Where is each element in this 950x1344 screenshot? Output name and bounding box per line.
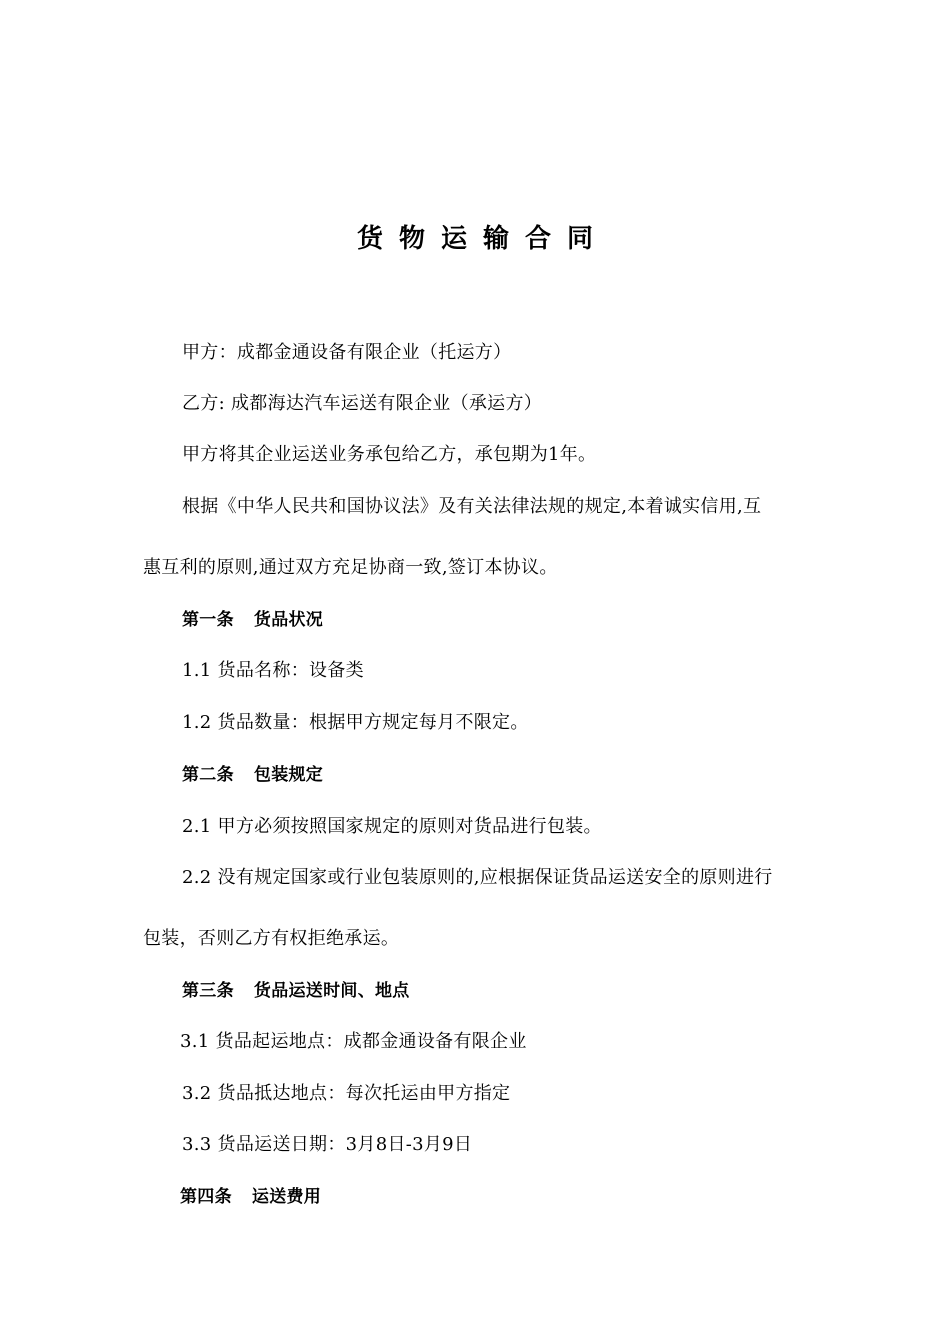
item-3-1: 3.1 货品起运地点：成都金通设备有限企业	[180, 1031, 527, 1052]
article-2-heading	[182, 763, 323, 787]
party-a: 甲方：成都金通设备有限企业（托运方）	[182, 342, 512, 363]
article-4-number: 第四条	[180, 1187, 232, 1207]
item-3-2: 3.2 货品抵达地点：每次托运由甲方指定	[182, 1083, 511, 1104]
article-2-title: 包装规定	[253, 765, 324, 785]
article-1-title: 货品状况	[253, 610, 324, 630]
item-3-3: 3.3 货品运送日期：3月8日-3月9日	[182, 1134, 473, 1155]
article-2-number: 第二条	[182, 765, 234, 785]
article-3-title: 货品运送时间、地点	[253, 981, 410, 1001]
item-2-2-line-2: 包装，否则乙方有权拒绝承运。	[143, 928, 400, 949]
article-3-number: 第三条	[182, 981, 234, 1001]
preamble-line-2: 惠互利的原则,通过双方充足协商一致,签订本协议。	[143, 557, 558, 578]
document-title: 货物运输合同	[356, 224, 609, 254]
article-4-heading	[180, 1185, 321, 1209]
article-4-title: 运送费用	[251, 1187, 322, 1207]
article-1-number: 第一条	[182, 610, 234, 630]
party-b: 乙方: 成都海达汽车运送有限企业（承运方）	[182, 393, 543, 414]
item-2-2-line-1: 2.2 没有规定国家或行业包装原则的,应根据保证货品运送安全的原则进行	[182, 867, 773, 888]
item-1-1: 1.1 货品名称：设备类	[182, 660, 364, 681]
item-2-1: 2.1 甲方必须按照国家规定的原则对货品进行包装。	[182, 816, 602, 837]
preamble-line-1: 根据《中华人民共和国协议法》及有关法律法规的规定,本着诚实信用,互	[182, 496, 762, 517]
item-1-2: 1.2 货品数量：根据甲方规定每月不限定。	[182, 712, 529, 733]
article-1-heading	[182, 608, 323, 632]
article-3-heading	[182, 979, 410, 1003]
contract-term: 甲方将其企业运送业务承包给乙方，承包期为1年。	[182, 444, 597, 465]
